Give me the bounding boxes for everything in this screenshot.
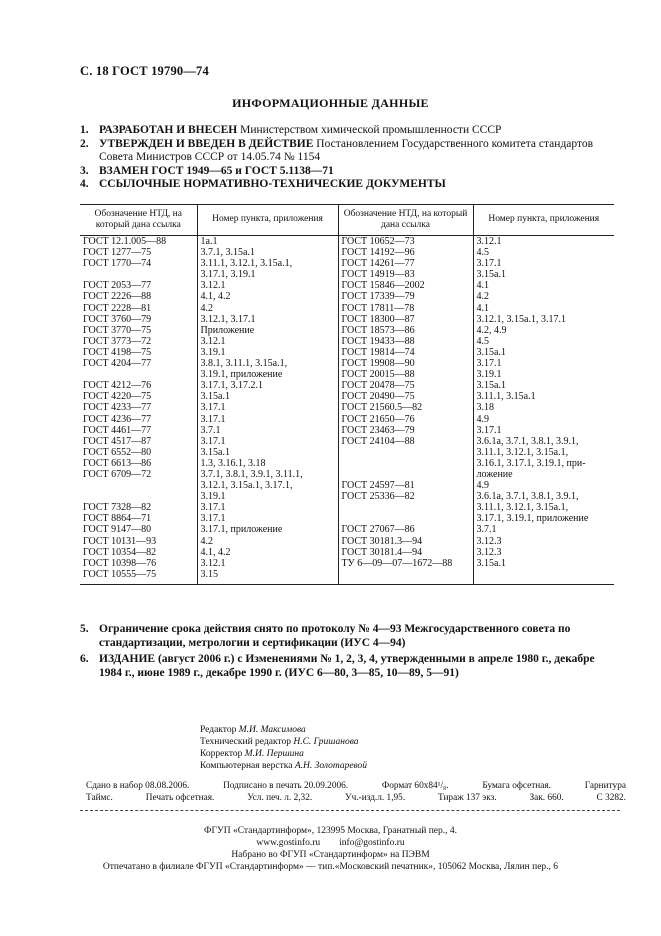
- ntd-cell: [338, 569, 473, 585]
- ntd-cell: ГОСТ 20015—88: [338, 369, 473, 380]
- divider: [80, 810, 620, 811]
- ntd-cell: ГОСТ 6552—80: [83, 446, 152, 458]
- ntd-cell: ГОСТ 7328—82: [83, 502, 152, 514]
- table-row: [80, 547, 614, 558]
- credit-role: Компьютерная верстка: [200, 761, 293, 771]
- ntd-cell: ГОСТ 2228—81: [83, 302, 152, 314]
- item-text: Ограничение срока действия снято по протоколу № 4—93 Межгосударственного совета по стандартизации, метрологии и сертификации (ИУС 4—94): [99, 623, 571, 649]
- imprint-field: Таймс.: [86, 793, 113, 803]
- table-row: [80, 447, 614, 458]
- clause-cell: 3.12.1, 3.15а.1, 3.17.1: [473, 314, 614, 325]
- item-rest: Министерством химической промышленности СССР: [237, 124, 502, 136]
- clause-cell: 3.19.1: [197, 347, 338, 358]
- table-row: [80, 425, 614, 436]
- table-row: [80, 414, 614, 425]
- ntd-cell: ГОСТ 23463—79: [338, 425, 473, 436]
- info-list-bottom: [80, 623, 620, 683]
- ntd-cell: ГОСТ 18573—86: [338, 325, 473, 336]
- ntd-cell: ГОСТ 30181.3—94: [338, 536, 473, 547]
- table-row: [80, 325, 614, 336]
- credit-line: [200, 736, 367, 748]
- clause-cell: 3.17.1: [473, 258, 614, 269]
- ntd-cell: ГОСТ 9147—80: [83, 524, 152, 536]
- table-row: [80, 513, 614, 524]
- publisher-block: [0, 825, 661, 873]
- table-row: [80, 336, 614, 347]
- ntd-cell: ГОСТ 24597—81: [338, 480, 473, 491]
- imprint-field: С 3282.: [596, 793, 626, 803]
- table-row: [80, 236, 614, 248]
- clause-cell: 3.7.1: [473, 524, 614, 535]
- credit-name: М.И. Максимова: [238, 725, 306, 735]
- table-row: [80, 402, 614, 413]
- clause-cell: 3.12.3: [473, 547, 614, 558]
- ntd-cell: ГОСТ 10652—73: [338, 236, 473, 248]
- info-item: [80, 165, 620, 179]
- table-row: [80, 524, 614, 535]
- clause-cell: 4.1: [473, 280, 614, 291]
- clause-cell: 3.17.1, 3.19.1, приложение: [473, 513, 614, 524]
- clause-cell: Приложение: [197, 325, 338, 336]
- ntd-cell: [338, 513, 473, 524]
- ntd-cell: ГОСТ 4517—87: [83, 435, 152, 447]
- item-number: 2.: [80, 137, 89, 150]
- imprint-field: Формат 60х84¹/₈.: [381, 781, 449, 791]
- ntd-cell: ГОСТ 20490—75: [338, 391, 473, 402]
- credit-name: А.Н. Золотаревой: [294, 761, 368, 771]
- publisher-line: ФГУП «Стандартинформ», 123995 Москва, Гранатный пер., 4.: [203, 826, 458, 836]
- ntd-cell: [80, 480, 197, 491]
- table-row: [80, 358, 614, 369]
- section-title: ИНФОРМАЦИОННЫЕ ДАННЫЕ: [232, 96, 429, 110]
- table-row: [80, 491, 614, 502]
- ntd-cell: ГОСТ 10354—82: [83, 546, 157, 558]
- table-row: [80, 380, 614, 391]
- table-row: [80, 569, 614, 585]
- imprint-field: Зак. 660.: [529, 793, 564, 803]
- ntd-cell: [80, 369, 197, 380]
- clause-cell: 3.15а.1: [473, 347, 614, 358]
- imprint-field: Тираж 137 экз.: [438, 793, 497, 803]
- item-text: [99, 138, 620, 165]
- ntd-cell: ГОСТ 4212—76: [83, 380, 152, 392]
- ntd-cell: ГОСТ 15846—2002: [338, 280, 473, 291]
- clause-cell: 4.2: [197, 536, 338, 547]
- clause-cell: 3.11.1, 3.12.1, 3.15а.1,: [197, 258, 338, 269]
- clause-cell: 3.18: [473, 402, 614, 413]
- item-bold: УТВЕРЖДЕН И ВВЕДЕН В ДЕЙСТВИЕ: [99, 137, 314, 150]
- ntd-cell: ГОСТ 27067—86: [338, 524, 473, 535]
- table-row: [80, 303, 614, 314]
- publisher-line: Отпечатано в филиале ФГУП «Стандартинформ» — тип.«Московский печатник», 105062 Москва, Лялин пер., 6: [102, 862, 559, 872]
- ntd-cell: ТУ 6—09—07—1672—88: [338, 558, 473, 569]
- imprint-field: Печать офсетная.: [145, 793, 215, 803]
- table-row: [80, 558, 614, 569]
- ntd-cell: ГОСТ 4236—77: [83, 413, 152, 425]
- clause-cell: 3.17.1: [197, 402, 338, 413]
- ntd-cell: ГОСТ 2226—88: [83, 291, 152, 303]
- ntd-cell: ГОСТ 14192—96: [338, 247, 473, 258]
- clause-cell: 3.19.1: [197, 491, 338, 502]
- clause-cell: 3.17.1: [197, 414, 338, 425]
- imprint-field: Сдано в набор 08.08.2006.: [86, 781, 190, 791]
- clause-cell: 4.5: [473, 247, 614, 258]
- clause-cell: 4.1, 4.2: [197, 547, 338, 558]
- clause-cell: 3.15а.1: [197, 391, 338, 402]
- clause-cell: 3.17.1, 3.19.1: [197, 269, 338, 280]
- clause-cell: 3.11.1, 3.15а.1: [473, 391, 614, 402]
- clause-cell: [473, 569, 614, 585]
- ntd-cell: ГОСТ 17811—78: [338, 303, 473, 314]
- ntd-cell: ГОСТ 6709—72: [83, 468, 152, 480]
- info-item: [80, 623, 620, 650]
- table-row: [80, 314, 614, 325]
- imprint-block: [86, 780, 626, 804]
- ntd-cell: ГОСТ 25336—82: [338, 491, 473, 502]
- ntd-cell: ГОСТ 21560.5—82: [338, 402, 473, 413]
- ntd-cell: [338, 469, 473, 480]
- imprint-field: Подписано в печать 20.09.2006.: [223, 781, 349, 791]
- ntd-cell: ГОСТ 3760—79: [83, 313, 152, 325]
- clause-cell: 4.5: [473, 336, 614, 347]
- ntd-cell: ГОСТ 14261—77: [338, 258, 473, 269]
- table-header-row: [80, 205, 614, 236]
- clause-cell: 3.7.1, 3.15а.1: [197, 247, 338, 258]
- info-item: [80, 178, 620, 192]
- item-number: 1.: [80, 124, 89, 136]
- clause-cell: 3.12.1: [197, 336, 338, 347]
- ntd-cell: ГОСТ 20478—75: [338, 380, 473, 391]
- reference-table: [80, 204, 614, 585]
- imprint-field: Гарнитура: [584, 781, 626, 791]
- item-text: [99, 124, 620, 138]
- ntd-cell: ГОСТ 19814—74: [338, 347, 473, 358]
- item-bold: РАЗРАБОТАН И ВНЕСЕН: [99, 124, 238, 136]
- clause-cell: 3.6.1а, 3.7.1, 3.8.1, 3.9.1,: [473, 491, 614, 502]
- clause-cell: 4.1: [473, 303, 614, 314]
- item-text: [99, 178, 620, 192]
- imprint-row: [86, 792, 626, 804]
- table-body: [80, 236, 614, 585]
- item-text: ИЗДАНИЕ (август 2006 г.) с Изменениями № 1, 2, 3, 4, утвержденными в апреле 1980 г., декабре 1984 г., июне 1989 г., декабре 1990 г. (ИУС 6—80, 3—85, 10—89, 5—91): [99, 653, 595, 679]
- clause-cell: ложение: [473, 469, 614, 480]
- table-row: [80, 291, 614, 302]
- ntd-cell: ГОСТ 4461—77: [83, 424, 152, 436]
- page-header: С. 18 ГОСТ 19790—74: [80, 64, 209, 78]
- clause-cell: 1.3, 3.16.1, 3.18: [197, 458, 338, 469]
- item-rest: Постановлением Государственного комитета стандартов Совета Министров СССР от 14.05.74 № 1154: [99, 137, 594, 163]
- ntd-cell: ГОСТ 2053—77: [83, 280, 152, 292]
- clause-cell: 3.17.1: [197, 513, 338, 524]
- clause-cell: 4.9: [473, 480, 614, 491]
- imprint-row: [86, 780, 626, 792]
- ntd-cell: [80, 491, 197, 502]
- table-row: [80, 391, 614, 402]
- item-number: 6.: [80, 653, 89, 665]
- ntd-cell: [338, 458, 473, 469]
- clause-cell: 3.19.1: [473, 369, 614, 380]
- item-number: 3.: [80, 164, 89, 177]
- ntd-cell: ГОСТ 4233—77: [83, 402, 152, 414]
- table-row: [80, 458, 614, 469]
- table-row: [80, 347, 614, 358]
- clause-cell: 3.7.1, 3.8.1, 3.9.1, 3.11.1,: [197, 469, 338, 480]
- ntd-cell: ГОСТ 3770—75: [83, 324, 152, 336]
- credit-name: Н.С. Гришанова: [293, 737, 359, 747]
- clause-cell: 3.16.1, 3.17.1, 3.19.1, при-: [473, 458, 614, 469]
- column-header-ntd: Обозначение НТД, на который дана ссылка: [338, 205, 473, 236]
- ntd-cell: ГОСТ 17339—79: [338, 291, 473, 302]
- table-row: [80, 247, 614, 258]
- item-number: 5.: [80, 623, 89, 635]
- ntd-cell: ГОСТ 14919—83: [338, 269, 473, 280]
- clause-cell: 3.8.1, 3.11.1, 3.15а.1,: [197, 358, 338, 369]
- ntd-cell: ГОСТ 10131—93: [83, 535, 157, 547]
- ntd-cell: ГОСТ 1277—75: [83, 247, 152, 259]
- table-row: [80, 369, 614, 380]
- ntd-cell: ГОСТ 4198—75: [83, 346, 152, 358]
- clause-cell: 3.7.1: [197, 425, 338, 436]
- item-bold: ВЗАМЕН ГОСТ 1949—65 и ГОСТ 5.1138—71: [99, 164, 334, 177]
- imprint-field: Усл. печ. л. 2,32.: [247, 793, 313, 803]
- clause-cell: 3.12.1: [197, 558, 338, 569]
- table-row: [80, 280, 614, 291]
- info-item: [80, 653, 620, 680]
- clause-cell: 4.2: [473, 291, 614, 302]
- ntd-cell: ГОСТ 19433—88: [338, 336, 473, 347]
- clause-cell: 3.12.1: [473, 236, 614, 248]
- credit-name: М.И. Першина: [244, 749, 304, 759]
- info-list-top: [80, 124, 620, 192]
- item-bold: ССЫЛОЧНЫЕ НОРМАТИВНО-ТЕХНИЧЕСКИЕ ДОКУМЕНТЫ: [99, 178, 446, 190]
- clause-cell: 3.17.1: [473, 425, 614, 436]
- clause-cell: 3.11.1, 3.12.1, 3.15а.1,: [473, 502, 614, 513]
- clause-cell: 3.11.1, 3.12.1, 3.15а.1,: [473, 447, 614, 458]
- clause-cell: 3.17.1: [473, 358, 614, 369]
- column-header-clause: Номер пункта, приложения: [473, 205, 614, 236]
- clause-cell: 3.15а.1: [473, 558, 614, 569]
- clause-cell: 3.15: [197, 569, 338, 585]
- clause-cell: 3.17.1: [197, 502, 338, 513]
- credit-role: Корректор: [200, 749, 243, 759]
- ntd-cell: ГОСТ 8864—71: [83, 513, 152, 525]
- ntd-cell: [338, 502, 473, 513]
- credit-line: [200, 760, 367, 772]
- ntd-cell: ГОСТ 21650—76: [338, 414, 473, 425]
- clause-cell: 3.17.1, приложение: [197, 524, 338, 535]
- credit-role: Редактор: [200, 725, 237, 735]
- ntd-cell: ГОСТ 12.1.005—88: [83, 236, 167, 247]
- clause-cell: 4.1, 4.2: [197, 291, 338, 302]
- column-header-clause: Номер пункта, приложения: [197, 205, 338, 236]
- clause-cell: 3.12.1, 3.17.1: [197, 314, 338, 325]
- clause-cell: 3.12.1, 3.15а.1, 3.17.1,: [197, 480, 338, 491]
- table-row: [80, 258, 614, 269]
- ntd-cell: ГОСТ 24104—88: [338, 436, 473, 447]
- item-text: [99, 165, 620, 179]
- item-number: 4.: [80, 178, 89, 190]
- clause-cell: 4.2: [197, 303, 338, 314]
- ntd-cell: ГОСТ 30181.4—94: [338, 547, 473, 558]
- clause-cell: 3.12.3: [473, 536, 614, 547]
- clause-cell: 3.15а.1: [473, 380, 614, 391]
- credit-line: [200, 724, 367, 736]
- publisher-line: www.gostinfo.ru info@gostinfo.ru: [256, 838, 405, 848]
- ntd-cell: ГОСТ 18300—87: [338, 314, 473, 325]
- clause-cell: 3.19.1, приложение: [197, 369, 338, 380]
- credit-line: [200, 748, 367, 760]
- ntd-cell: ГОСТ 1770—74: [83, 258, 152, 270]
- column-header-ntd: Обозначение НТД, на который дана ссылка: [80, 205, 197, 236]
- table-row: [80, 436, 614, 447]
- table-row: [80, 480, 614, 491]
- table-row: [80, 269, 614, 280]
- clause-cell: 3.17.1: [197, 436, 338, 447]
- clause-cell: 3.17.1, 3.17.2.1: [197, 380, 338, 391]
- ntd-cell: ГОСТ 4204—77: [83, 358, 152, 370]
- publisher-line: Набрано во ФГУП «Стандартинформ» на ПЭВМ: [231, 850, 430, 860]
- ntd-cell: ГОСТ 10555—75: [83, 568, 157, 580]
- ntd-cell: [80, 269, 197, 280]
- credit-role: Технический редактор: [200, 737, 291, 747]
- info-item: [80, 138, 620, 165]
- credits-block: [200, 724, 367, 772]
- imprint-field: Уч.-изд.л. 1,95.: [345, 793, 406, 803]
- clause-cell: 3.15а.1: [197, 447, 338, 458]
- info-item: [80, 124, 620, 138]
- clause-cell: 3.6.1а, 3.7.1, 3.8.1, 3.9.1,: [473, 436, 614, 447]
- ntd-cell: ГОСТ 4220—75: [83, 391, 152, 403]
- ntd-cell: [338, 447, 473, 458]
- clause-cell: 1а.1: [197, 236, 338, 248]
- table-row: [80, 469, 614, 480]
- clause-cell: 4.9: [473, 414, 614, 425]
- ntd-cell: ГОСТ 19908—90: [338, 358, 473, 369]
- table-row: [80, 502, 614, 513]
- clause-cell: 3.15а.1: [473, 269, 614, 280]
- ntd-cell: ГОСТ 6613—86: [83, 457, 152, 469]
- clause-cell: 3.12.1: [197, 280, 338, 291]
- imprint-field: Бумага офсетная.: [482, 781, 552, 791]
- ntd-cell: ГОСТ 3773—72: [83, 335, 152, 347]
- clause-cell: 4.2, 4.9: [473, 325, 614, 336]
- ntd-cell: ГОСТ 10398—76: [83, 557, 157, 569]
- table-row: [80, 536, 614, 547]
